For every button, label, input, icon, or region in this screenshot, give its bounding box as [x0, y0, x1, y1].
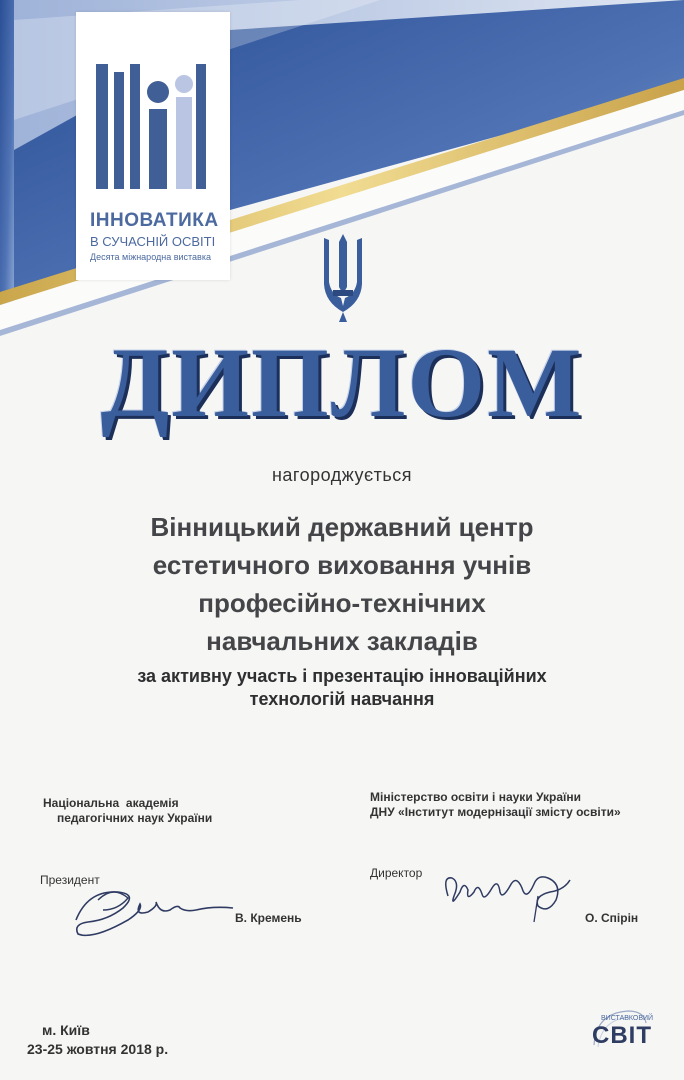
- right-signatory-role: Директор: [370, 866, 423, 880]
- left-org-line: Національна академія: [43, 796, 179, 810]
- left-signature: [68, 880, 238, 942]
- recipient-line: Вінницький державний центр: [150, 512, 534, 542]
- left-org-line: педагогічних наук України: [57, 811, 213, 825]
- trident-icon: [321, 232, 365, 322]
- left-organization: [43, 796, 212, 826]
- right-org-line: Міністерство освіти і науки України: [370, 790, 582, 804]
- award-reason: [100, 665, 584, 711]
- recipient-line: професійно-технічних: [198, 588, 486, 618]
- right-organization: [370, 790, 621, 820]
- bars-and-figure-mark: [96, 64, 216, 204]
- partner-logo-caption: ВИСТАВКОВИЙ: [601, 1015, 654, 1022]
- logo-caption: Десята міжнародна виставка: [90, 252, 211, 262]
- event-dates: 23-25 жовтня 2018 р.: [27, 1041, 169, 1057]
- right-org-line: ДНУ «Інститут модернізації змісту освіти»: [370, 805, 621, 819]
- logo-subtitle: В СУЧАСНІЙ ОСВІТІ: [90, 234, 216, 249]
- left-border-band: [0, 0, 14, 330]
- right-signatory-name: О. Спірін: [585, 911, 639, 925]
- logo-title: ІННОВАТИКА: [90, 210, 219, 231]
- partner-logo: СВІТ: [592, 1022, 652, 1049]
- awarded-to-label: нагороджується: [271, 465, 413, 485]
- left-signatory-name: В. Кремень: [235, 911, 302, 925]
- exhibition-logo: [76, 12, 230, 280]
- right-signature: [438, 866, 578, 926]
- diploma-title: ДИПЛОМ: [100, 327, 584, 438]
- city-label: м. Київ: [42, 1022, 90, 1038]
- recipient-name: [80, 508, 604, 660]
- reason-line: за активну участь і презентацію інноваційних: [137, 666, 547, 686]
- recipient-line: естетичного виховання учнів: [152, 550, 532, 580]
- reason-line: технологій навчання: [249, 689, 435, 709]
- left-signatory-role: Президент: [40, 873, 100, 887]
- recipient-line: навчальних закладів: [206, 626, 478, 656]
